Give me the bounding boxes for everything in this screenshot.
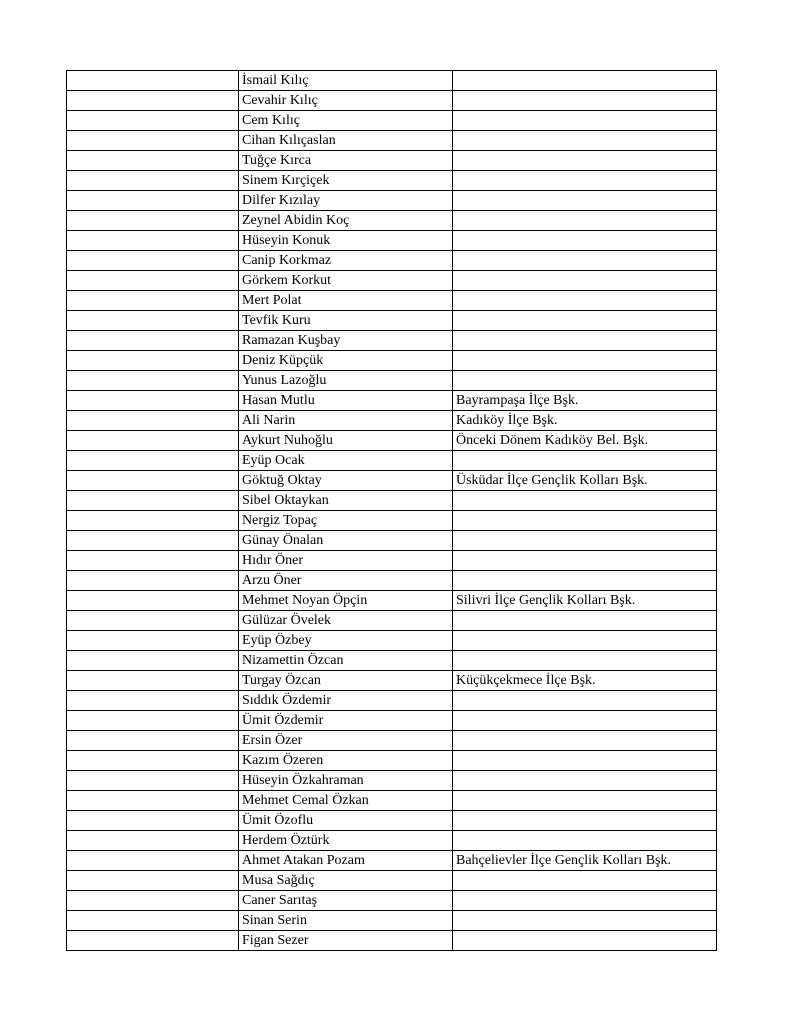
empty-cell xyxy=(67,491,239,511)
name-cell: Sinem Kırçiçek xyxy=(239,171,453,191)
table-row xyxy=(67,371,717,391)
name-cell: Ümit Özoflu xyxy=(239,811,453,831)
table-row xyxy=(67,771,717,791)
title-cell xyxy=(453,531,717,551)
title-cell xyxy=(453,931,717,951)
empty-cell xyxy=(67,271,239,291)
empty-cell xyxy=(67,71,239,91)
name-cell: Ramazan Kuşbay xyxy=(239,331,453,351)
title-cell: Üsküdar İlçe Gençlik Kolları Bşk. xyxy=(453,471,717,491)
table-row xyxy=(67,531,717,551)
empty-cell xyxy=(67,331,239,351)
empty-cell xyxy=(67,591,239,611)
title-cell: Bahçelievler İlçe Gençlik Kolları Bşk. xyxy=(453,851,717,871)
empty-cell xyxy=(67,691,239,711)
title-cell xyxy=(453,871,717,891)
empty-cell xyxy=(67,371,239,391)
name-cell: Hüseyin Özkahraman xyxy=(239,771,453,791)
name-cell: Eyüp Ocak xyxy=(239,451,453,471)
table-row xyxy=(67,911,717,931)
name-cell: Sıddık Özdemir xyxy=(239,691,453,711)
table-row xyxy=(67,871,717,891)
empty-cell xyxy=(67,811,239,831)
title-cell xyxy=(453,551,717,571)
table-row xyxy=(67,391,717,411)
table-row xyxy=(67,351,717,371)
title-cell xyxy=(453,331,717,351)
name-cell: Cem Kılıç xyxy=(239,111,453,131)
empty-cell xyxy=(67,391,239,411)
name-cell: Mert Polat xyxy=(239,291,453,311)
name-cell: Zeynel Abidin Koç xyxy=(239,211,453,231)
empty-cell xyxy=(67,471,239,491)
name-cell: Sinan Serin xyxy=(239,911,453,931)
name-cell: Canip Korkmaz xyxy=(239,251,453,271)
title-cell xyxy=(453,111,717,131)
name-cell: Yunus Lazoğlu xyxy=(239,371,453,391)
title-cell xyxy=(453,711,717,731)
title-cell xyxy=(453,751,717,771)
name-cell: Nergiz Topaç xyxy=(239,511,453,531)
title-cell xyxy=(453,771,717,791)
title-cell xyxy=(453,91,717,111)
empty-cell xyxy=(67,131,239,151)
name-cell: Deniz Küpçük xyxy=(239,351,453,371)
name-cell: Nizamettin Özcan xyxy=(239,651,453,671)
name-cell: Musa Sağdıç xyxy=(239,871,453,891)
name-cell: Göktuğ Oktay xyxy=(239,471,453,491)
title-cell xyxy=(453,891,717,911)
empty-cell xyxy=(67,91,239,111)
title-cell xyxy=(453,651,717,671)
empty-cell xyxy=(67,531,239,551)
table-row xyxy=(67,411,717,431)
table-row xyxy=(67,231,717,251)
table-row xyxy=(67,851,717,871)
table-row xyxy=(67,291,717,311)
table-row xyxy=(67,671,717,691)
table-row xyxy=(67,91,717,111)
title-cell xyxy=(453,631,717,651)
table-row xyxy=(67,711,717,731)
name-cell: Turgay Özcan xyxy=(239,671,453,691)
title-cell xyxy=(453,151,717,171)
name-cell: Dilfer Kızılay xyxy=(239,191,453,211)
name-cell: Kazım Özeren xyxy=(239,751,453,771)
title-cell: Küçükçekmece İlçe Bşk. xyxy=(453,671,717,691)
title-cell xyxy=(453,491,717,511)
title-cell xyxy=(453,691,717,711)
title-cell: Silivri İlçe Gençlik Kolları Bşk. xyxy=(453,591,717,611)
table-row xyxy=(67,191,717,211)
name-cell: Mehmet Cemal Özkan xyxy=(239,791,453,811)
empty-cell xyxy=(67,931,239,951)
title-cell xyxy=(453,611,717,631)
table-row xyxy=(67,311,717,331)
table-row xyxy=(67,431,717,451)
table-row xyxy=(67,511,717,531)
title-cell xyxy=(453,211,717,231)
name-cell: Caner Sarıtaş xyxy=(239,891,453,911)
table-row xyxy=(67,71,717,91)
table-row xyxy=(67,331,717,351)
table-row xyxy=(67,731,717,751)
empty-cell xyxy=(67,431,239,451)
empty-cell xyxy=(67,671,239,691)
title-cell xyxy=(453,731,717,751)
empty-cell xyxy=(67,851,239,871)
name-cell: Hıdır Öner xyxy=(239,551,453,571)
empty-cell xyxy=(67,111,239,131)
title-cell xyxy=(453,831,717,851)
table-row xyxy=(67,251,717,271)
title-cell: Önceki Dönem Kadıköy Bel. Bşk. xyxy=(453,431,717,451)
empty-cell xyxy=(67,231,239,251)
empty-cell xyxy=(67,151,239,171)
empty-cell xyxy=(67,311,239,331)
table-row xyxy=(67,891,717,911)
table-row xyxy=(67,451,717,471)
title-cell xyxy=(453,451,717,471)
empty-cell xyxy=(67,171,239,191)
name-cell: Cihan Kılıçaslan xyxy=(239,131,453,151)
empty-cell xyxy=(67,751,239,771)
table-row xyxy=(67,491,717,511)
title-cell: Bayrampaşa İlçe Bşk. xyxy=(453,391,717,411)
table-row xyxy=(67,211,717,231)
table-row xyxy=(67,471,717,491)
empty-cell xyxy=(67,291,239,311)
name-cell: Hüseyin Konuk xyxy=(239,231,453,251)
title-cell xyxy=(453,131,717,151)
name-cell: Tevfik Kuru xyxy=(239,311,453,331)
table-row xyxy=(67,131,717,151)
name-cell: Tuğçe Kırca xyxy=(239,151,453,171)
empty-cell xyxy=(67,191,239,211)
empty-cell xyxy=(67,511,239,531)
name-cell: Hasan Mutlu xyxy=(239,391,453,411)
empty-cell xyxy=(67,911,239,931)
title-cell xyxy=(453,291,717,311)
title-cell xyxy=(453,511,717,531)
empty-cell xyxy=(67,211,239,231)
title-cell xyxy=(453,811,717,831)
table-row xyxy=(67,151,717,171)
empty-cell xyxy=(67,711,239,731)
name-cell: Figan Sezer xyxy=(239,931,453,951)
title-cell xyxy=(453,351,717,371)
title-cell xyxy=(453,371,717,391)
title-cell xyxy=(453,271,717,291)
name-cell: Günay Önalan xyxy=(239,531,453,551)
name-cell: Herdem Öztürk xyxy=(239,831,453,851)
name-cell: Arzu Öner xyxy=(239,571,453,591)
empty-cell xyxy=(67,551,239,571)
name-cell: Ümit Özdemir xyxy=(239,711,453,731)
table-row xyxy=(67,271,717,291)
name-cell: Sibel Oktaykan xyxy=(239,491,453,511)
table-row xyxy=(67,751,717,771)
name-cell: Cevahir Kılıç xyxy=(239,91,453,111)
title-cell xyxy=(453,911,717,931)
table-row xyxy=(67,611,717,631)
table-row xyxy=(67,931,717,951)
name-cell: Görkem Korkut xyxy=(239,271,453,291)
empty-cell xyxy=(67,891,239,911)
table-row xyxy=(67,631,717,651)
title-cell xyxy=(453,71,717,91)
empty-cell xyxy=(67,411,239,431)
empty-cell xyxy=(67,631,239,651)
empty-cell xyxy=(67,871,239,891)
table-row xyxy=(67,571,717,591)
name-cell: Eyüp Özbey xyxy=(239,631,453,651)
empty-cell xyxy=(67,351,239,371)
title-cell xyxy=(453,191,717,211)
title-cell xyxy=(453,571,717,591)
title-cell xyxy=(453,311,717,331)
name-cell: Ali Narin xyxy=(239,411,453,431)
table-row xyxy=(67,831,717,851)
table-row xyxy=(67,591,717,611)
name-cell: İsmail Kılıç xyxy=(239,71,453,91)
name-cell: Aykurt Nuhoğlu xyxy=(239,431,453,451)
empty-cell xyxy=(67,791,239,811)
empty-cell xyxy=(67,571,239,591)
empty-cell xyxy=(67,731,239,751)
table-row xyxy=(67,111,717,131)
name-cell: Ahmet Atakan Pozam xyxy=(239,851,453,871)
empty-cell xyxy=(67,771,239,791)
name-table-body xyxy=(67,71,717,951)
empty-cell xyxy=(67,831,239,851)
table-row xyxy=(67,171,717,191)
table-row xyxy=(67,651,717,671)
table-row xyxy=(67,811,717,831)
name-cell: Gülüzar Övelek xyxy=(239,611,453,631)
table-row xyxy=(67,791,717,811)
empty-cell xyxy=(67,251,239,271)
title-cell xyxy=(453,251,717,271)
empty-cell xyxy=(67,651,239,671)
title-cell xyxy=(453,791,717,811)
table-row xyxy=(67,551,717,571)
name-cell: Mehmet Noyan Öpçin xyxy=(239,591,453,611)
table-row xyxy=(67,691,717,711)
title-cell xyxy=(453,171,717,191)
name-table xyxy=(66,70,717,951)
empty-cell xyxy=(67,451,239,471)
title-cell xyxy=(453,231,717,251)
title-cell: Kadıköy İlçe Bşk. xyxy=(453,411,717,431)
name-cell: Ersin Özer xyxy=(239,731,453,751)
empty-cell xyxy=(67,611,239,631)
